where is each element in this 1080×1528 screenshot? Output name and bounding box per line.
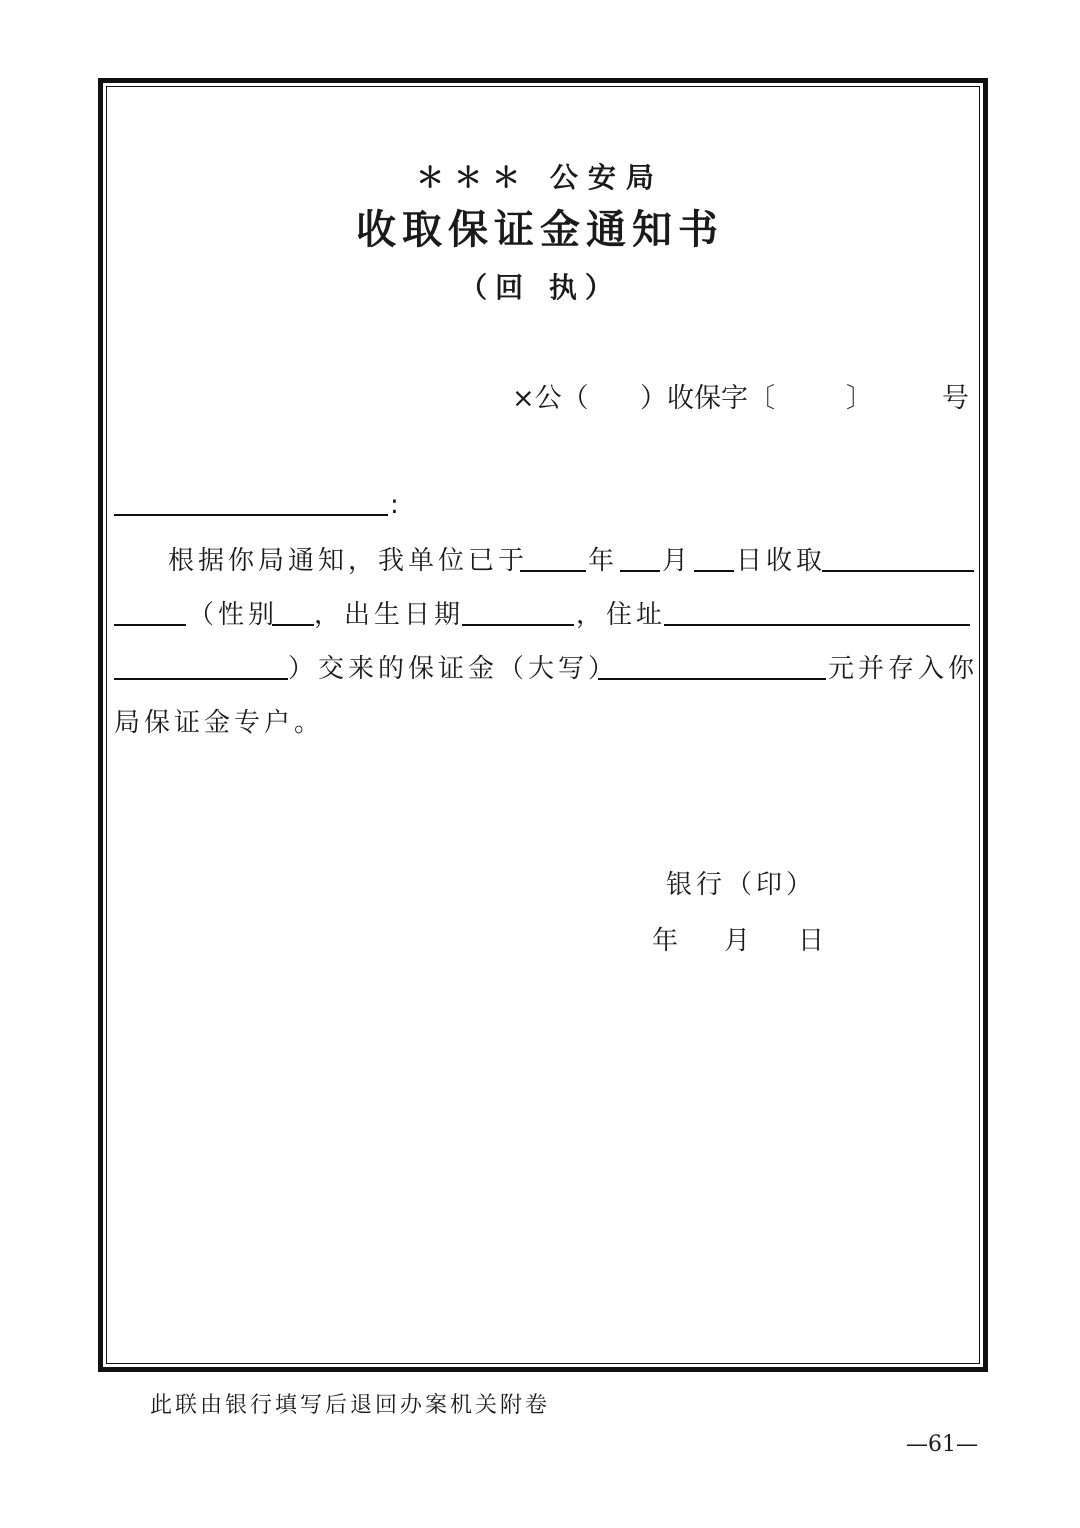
body-line1-text: 根据你局通知，我单位已于 [168, 546, 529, 576]
sign-year-label: 年 [652, 926, 683, 956]
deposit-into-label: 元并存入你 [828, 654, 979, 684]
doc-number-prefix: ×公（ [512, 383, 589, 414]
gender-blank[interactable] [272, 624, 314, 626]
gender-label: （性别 [188, 600, 279, 630]
address-label: ，住址 [576, 600, 667, 630]
birthdate-label: ，出生日期 [314, 600, 465, 630]
sign-month-label: 月 [724, 926, 755, 956]
sign-day-label: 日 [798, 926, 829, 956]
year-label: 年 [588, 546, 619, 576]
month-blank[interactable] [620, 570, 660, 572]
birthdate-blank[interactable] [462, 624, 574, 626]
month-label: 月 [662, 546, 693, 576]
addressee-colon: : [390, 490, 403, 520]
document-subtitle: （回 执） [459, 271, 621, 304]
account-label: 局保证金专户。 [114, 708, 325, 738]
doc-number-mid: ）收保字〔 [640, 383, 775, 414]
deposit-label: ）交来的保证金（大写） [288, 654, 619, 684]
document-title: 收取保证金通知书 [356, 206, 724, 253]
footer-note: 此联由银行填写后退回办案机关附卷 [150, 1393, 551, 1418]
bank-seal-label: 银行（印） [666, 870, 817, 900]
day-collect-label: 日收取 [736, 546, 827, 576]
amount-blank[interactable] [598, 678, 826, 680]
doc-number-close: 〕 [846, 383, 873, 414]
agency-name: ＊＊＊ 公安局 [416, 161, 664, 194]
payer-name-blank[interactable] [822, 570, 974, 572]
year-blank[interactable] [520, 570, 586, 572]
doc-number-suffix: 号 [942, 383, 969, 414]
page-number: —61— [906, 1432, 978, 1457]
payer-name-blank-cont[interactable] [114, 624, 186, 626]
address-blank[interactable] [664, 624, 970, 626]
addressee-blank[interactable] [114, 514, 388, 516]
day-blank[interactable] [694, 570, 734, 572]
address-blank-cont[interactable] [114, 678, 288, 680]
